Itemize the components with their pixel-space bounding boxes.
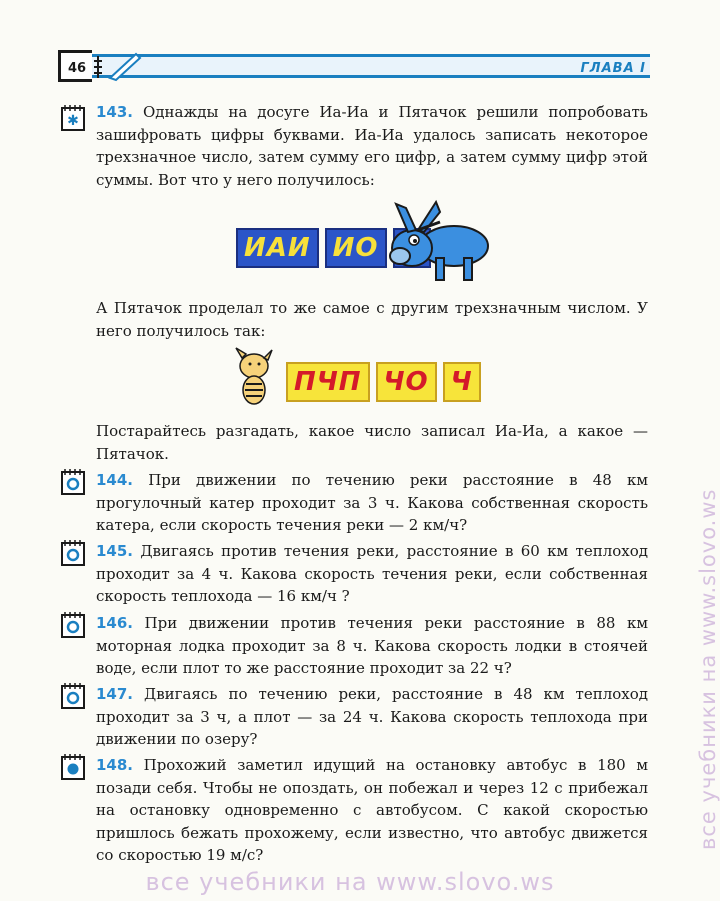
donkey-icon — [376, 198, 492, 284]
problem-number: 145. — [96, 542, 134, 560]
header-bar — [58, 54, 650, 78]
circle-notebook-icon — [60, 468, 86, 496]
problem-143-middle: А Пятачок проделал то же самое с другим трехзначным числом. У него получилось так: — [96, 299, 648, 340]
problem-143-tail: Постарайтесь разгадать, какое число записал Иа-Иа, а какое — Пятачок. — [96, 422, 648, 463]
problem-number: 144. — [96, 471, 134, 489]
problem-text: Двигаясь по течению реки, расстояние в 48 км теплоход проходит за 3 ч, а плот — за 24 ч. Какова скорость теплохода при движении по озеру? — [96, 685, 648, 748]
problem-146 — [96, 612, 648, 680]
problem-number: 143. — [96, 103, 134, 121]
problem-text: Прохожий заметил идущий на остановку автобус в 180 м позади себя. Чтобы не опоздать, он побежал и через 12 с прибежал на остановку одновременно с автобусом. С какой скоростью пришлось бежать прохожему, если известно, что автобус движется со скоростью 19 м/с? — [96, 756, 648, 864]
circle-notebook-icon — [60, 539, 86, 567]
problem-143 — [96, 101, 648, 191]
problem-number: 146. — [96, 614, 134, 632]
page-header — [58, 54, 650, 84]
problem-text: Двигаясь против течения реки, расстояние в 60 км теплоход проходит за 4 ч. Какова скорость течения реки, если собственная скорость теплохода — 16 км/ч ? — [96, 542, 648, 605]
chapter-title: ГЛАВА I — [580, 61, 646, 76]
bottom-watermark: все учебники на www.slovo.ws — [145, 868, 555, 896]
cipher-tile: ПЧП — [286, 362, 370, 402]
cipher-tile: ИАИ — [236, 228, 319, 268]
problem-147 — [96, 683, 648, 751]
dot-notebook-icon — [60, 753, 86, 781]
cipher-tile: ИО — [325, 228, 387, 268]
problem-148 — [96, 754, 648, 867]
page-number: 46 — [68, 61, 87, 76]
pencil-icon — [96, 52, 146, 82]
problem-text: Однажды на досуге Иа-Иа и Пятачок решили попробовать зашифровать цифры буквами. Иа-Иа удалось записать некоторое трехзначное число, затем сумму его цифр, а затем сумму цифр этой суммы. Вот что у него получилось: — [96, 103, 648, 189]
cipher-row-piglet — [286, 362, 481, 402]
cipher-tile: ЧО — [376, 362, 437, 402]
problem-144 — [96, 469, 648, 537]
problem-text: При движении против течения реки расстояние в 88 км моторная лодка проходит за 8 ч. Какова скорость лодки в стоячей воде, если плот то же расстояние проходит за 22 ч? — [96, 614, 648, 677]
cipher-tile: Ч — [443, 362, 481, 402]
problem-145 — [96, 540, 648, 608]
star-notebook-icon — [60, 104, 86, 132]
side-watermark-text: все учебники на www.slovo.ws — [696, 488, 720, 850]
side-watermark — [674, 60, 720, 850]
svg-text:✱: ✱ — [67, 113, 79, 129]
circle-notebook-icon — [60, 611, 86, 639]
circle-notebook-icon — [60, 682, 86, 710]
problem-text: При движении по течению реки расстояние в 48 км прогулочный катер проходит за 3 ч. Какова собственная скорость катера, если скорость течения реки — 2 км/ч? — [96, 471, 648, 534]
piglet-icon — [232, 346, 276, 410]
problem-number: 148. — [96, 756, 134, 774]
problem-number: 147. — [96, 685, 134, 703]
